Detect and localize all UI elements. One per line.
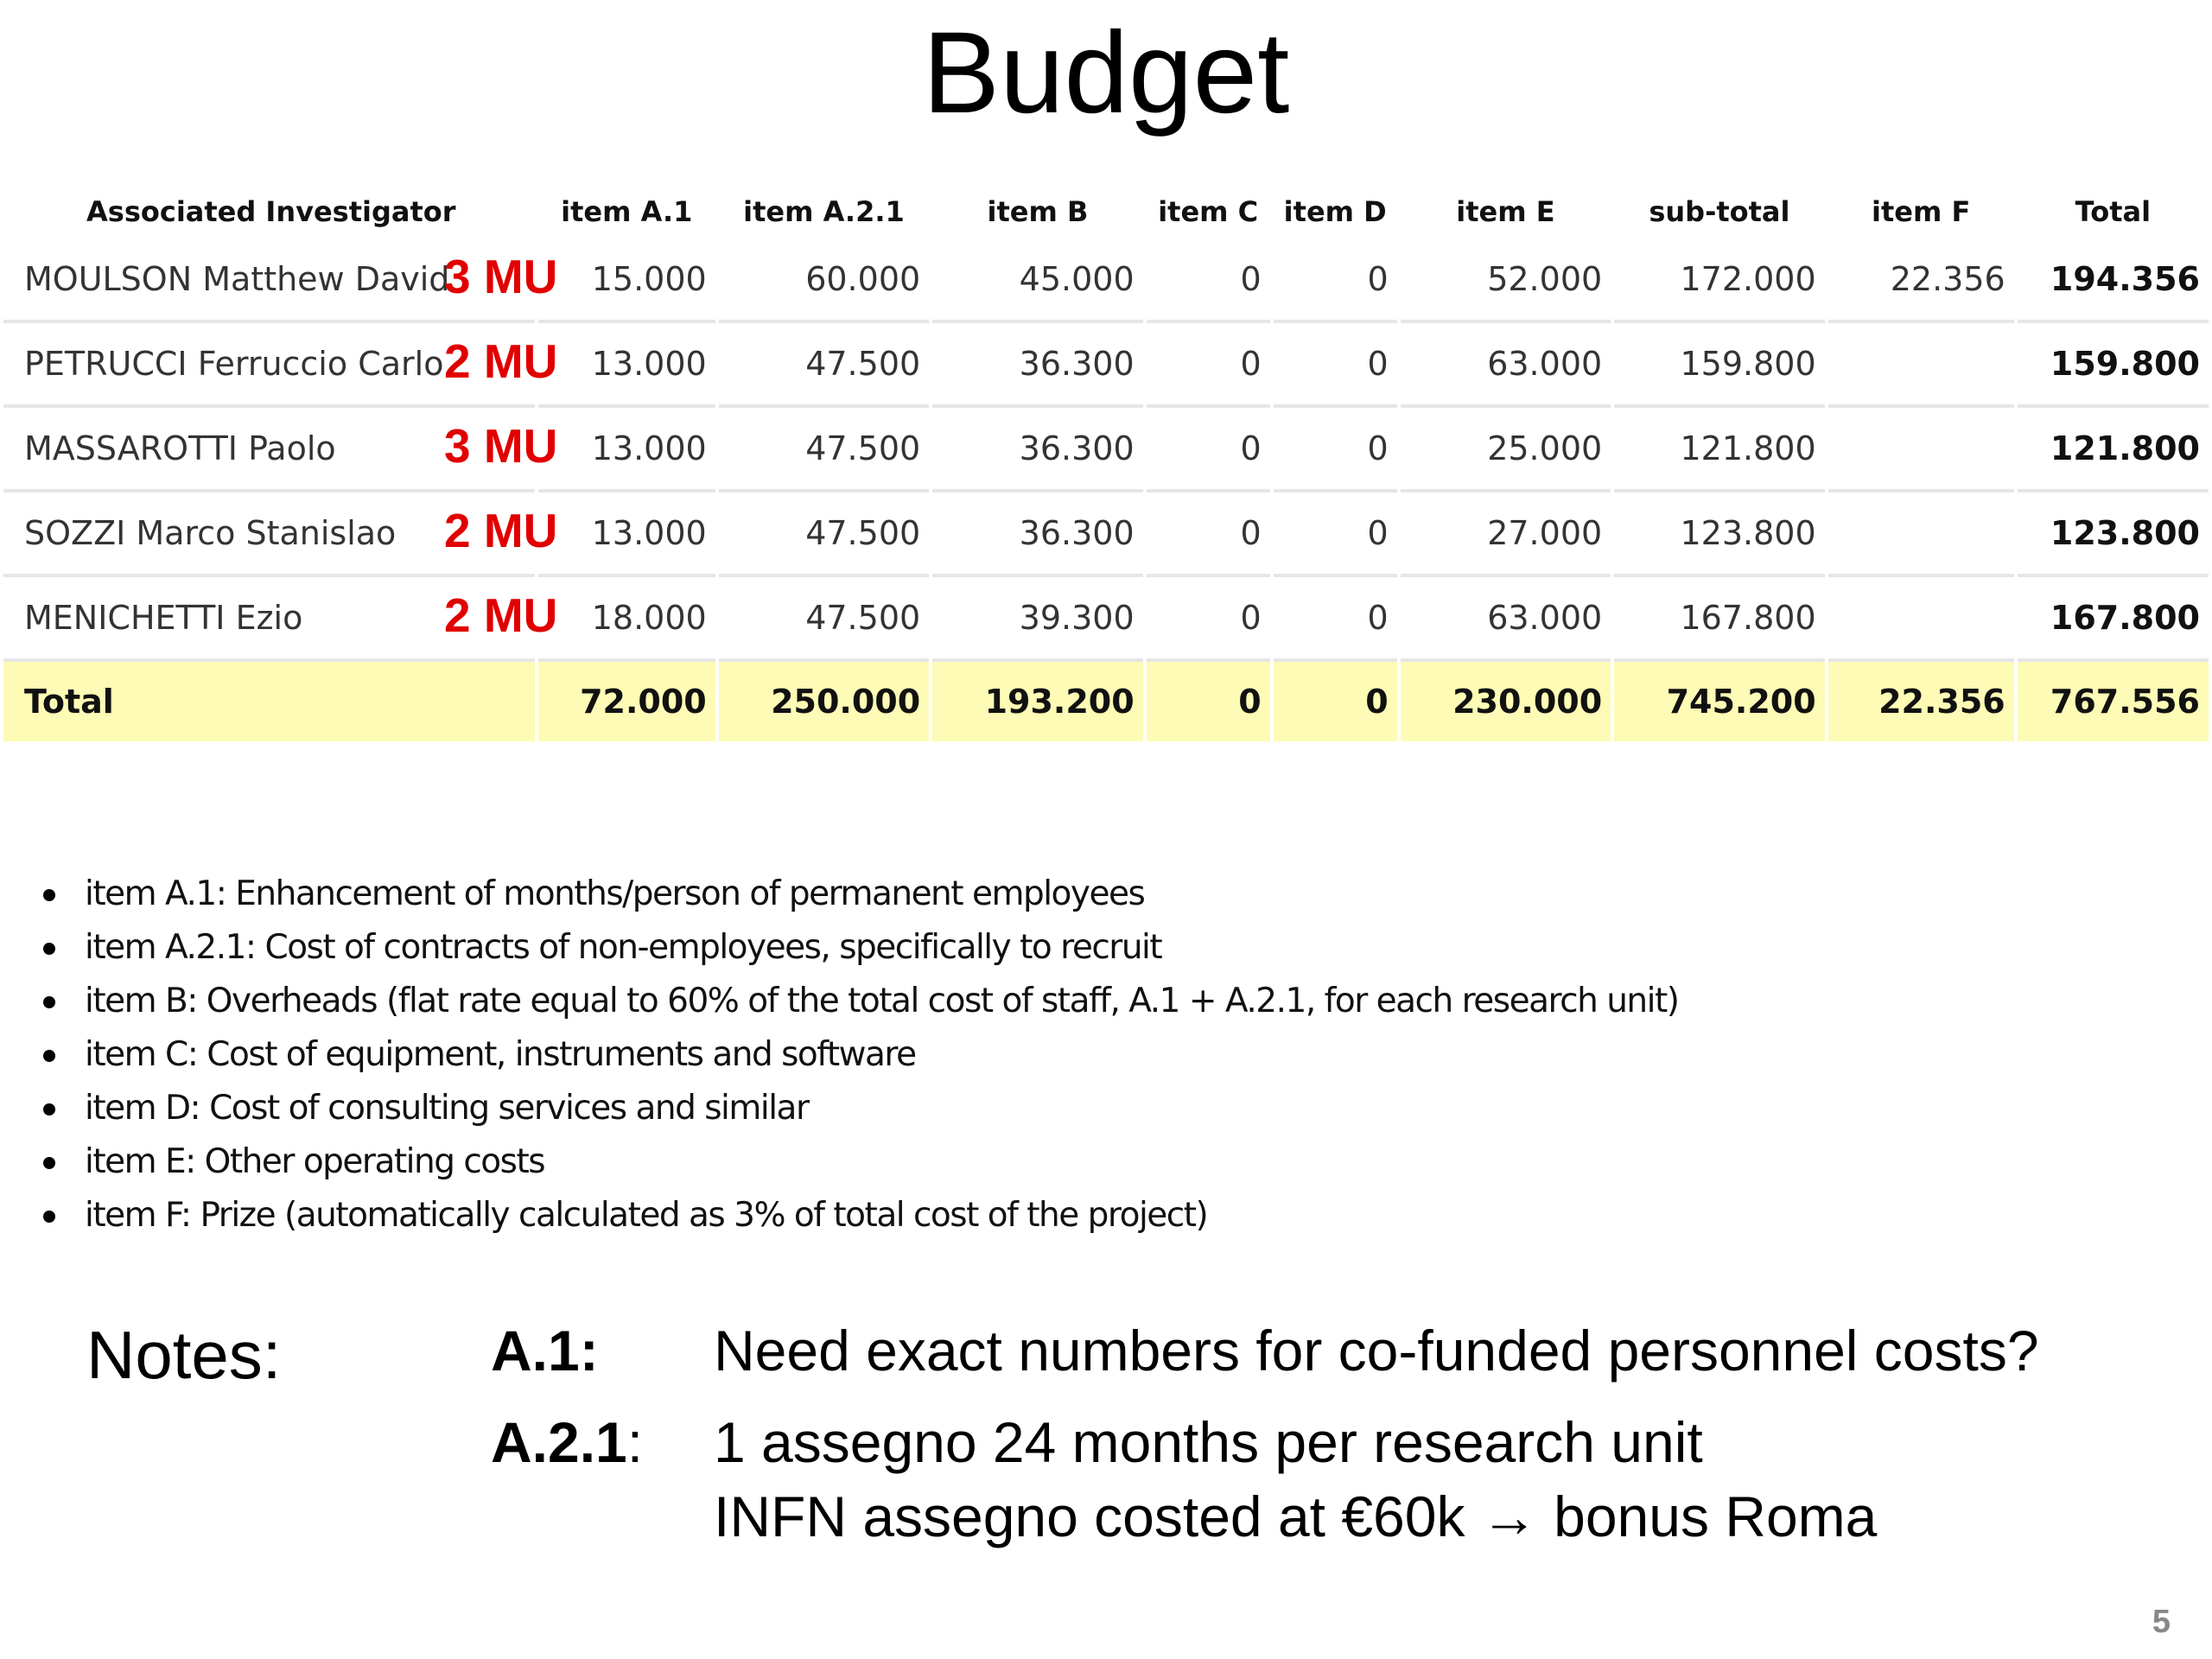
cell-f xyxy=(1828,323,2014,408)
page-title: Budget xyxy=(922,9,1290,137)
notes-label: Notes: xyxy=(86,1317,282,1393)
note-a21-key-wrap xyxy=(491,1405,643,1479)
grand-total: 767.556 xyxy=(2018,662,2209,741)
total-a1: 72.000 xyxy=(538,662,715,741)
investigator-cell xyxy=(3,323,558,408)
cell-total: 121.800 xyxy=(2018,408,2209,493)
cell-f xyxy=(1828,577,2014,662)
cell-a21: 47.500 xyxy=(719,577,929,662)
cell-d: 0 xyxy=(1274,323,1397,408)
investigator-name: PETRUCCI Ferruccio Carlo xyxy=(24,345,444,383)
total-d: 0 xyxy=(1274,662,1397,741)
cell-a1: 18.000 xyxy=(538,577,715,662)
cell-total: 167.800 xyxy=(2018,577,2209,662)
cell-d: 0 xyxy=(1274,238,1397,323)
total-b: 193.200 xyxy=(932,662,1142,741)
investigator-cell xyxy=(3,577,558,662)
cell-a21: 47.500 xyxy=(719,493,929,577)
cell-f xyxy=(1828,408,2014,493)
investigator-name: MOULSON Matthew David xyxy=(24,260,450,298)
header-associated-investigator: Associated Investigator xyxy=(86,195,456,228)
table-row xyxy=(3,408,2209,493)
total-subtotal: 745.200 xyxy=(1614,662,1824,741)
cell-total: 159.800 xyxy=(2018,323,2209,408)
page-number: 5 xyxy=(2152,1604,2171,1640)
cell-e: 63.000 xyxy=(1401,323,1611,408)
header-item-c: item C xyxy=(1158,195,1259,228)
cell-e: 25.000 xyxy=(1401,408,1611,493)
total-a21: 250.000 xyxy=(719,662,929,741)
cell-f xyxy=(1828,493,2014,577)
total-e: 230.000 xyxy=(1401,662,1611,741)
cell-b: 36.300 xyxy=(932,323,1142,408)
definition-item-a1: item A.1: Enhancement of months/person of permanent employees xyxy=(43,868,1679,921)
cell-subtotal: 123.800 xyxy=(1614,493,1824,577)
note-a1-key: A.1: xyxy=(491,1319,599,1382)
definition-item-b: item B: Overheads (flat rate equal to 60% of the total cost of staff, A.1 + A.2.1, for each research unit) xyxy=(43,975,1679,1028)
mu-badge: 2 MU xyxy=(444,334,558,388)
cell-a1: 15.000 xyxy=(538,238,715,323)
investigator-name: MENICHETTI Ezio xyxy=(24,599,303,637)
note-a21-colon: : xyxy=(626,1410,644,1474)
cell-c: 0 xyxy=(1147,493,1270,577)
cell-e: 52.000 xyxy=(1401,238,1611,323)
cell-c: 0 xyxy=(1147,577,1270,662)
cell-c: 0 xyxy=(1147,408,1270,493)
totals-row xyxy=(3,662,2209,741)
cell-subtotal: 172.000 xyxy=(1614,238,1824,323)
cell-b: 36.300 xyxy=(932,408,1142,493)
cell-e: 63.000 xyxy=(1401,577,1611,662)
investigator-name: SOZZI Marco Stanislao xyxy=(24,514,397,552)
mu-badge: 2 MU xyxy=(444,503,558,557)
total-f: 22.356 xyxy=(1828,662,2014,741)
header-item-d: item D xyxy=(1283,195,1387,228)
cell-subtotal: 121.800 xyxy=(1614,408,1824,493)
cell-e: 27.000 xyxy=(1401,493,1611,577)
header-item-b: item B xyxy=(987,195,1089,228)
investigator-cell xyxy=(3,238,558,323)
cell-c: 0 xyxy=(1147,323,1270,408)
note-a21-line2: INFN assegno costed at €60k → bonus Roma xyxy=(714,1484,1878,1548)
totals-label: Total xyxy=(3,662,535,741)
investigator-name: MASSAROTTI Paolo xyxy=(24,429,336,467)
cell-a21: 60.000 xyxy=(719,238,929,323)
definition-item-a21: item A.2.1: Cost of contracts of non-employees, specifically to recruit xyxy=(43,921,1679,975)
note-a21-key: A.2.1 xyxy=(491,1410,627,1474)
header-item-f: item F xyxy=(1872,195,1971,228)
cell-subtotal: 167.800 xyxy=(1614,577,1824,662)
investigator-cell xyxy=(3,408,558,493)
header-total: Total xyxy=(2075,195,2152,228)
header-sub-total: sub-total xyxy=(1649,195,1790,228)
cell-d: 0 xyxy=(1274,493,1397,577)
cell-d: 0 xyxy=(1274,408,1397,493)
table-row xyxy=(3,577,2209,662)
header-item-a21: item A.2.1 xyxy=(743,195,905,228)
cell-a1: 13.000 xyxy=(538,408,715,493)
cell-c: 0 xyxy=(1147,238,1270,323)
cell-d: 0 xyxy=(1274,577,1397,662)
cell-total: 194.356 xyxy=(2018,238,2209,323)
cell-b: 45.000 xyxy=(932,238,1142,323)
cell-a21: 47.500 xyxy=(719,408,929,493)
table-row xyxy=(3,493,2209,577)
table-row xyxy=(3,238,2209,323)
cell-a21: 47.500 xyxy=(719,323,929,408)
definition-item-c: item C: Cost of equipment, instruments and software xyxy=(43,1028,1679,1082)
investigator-cell xyxy=(3,493,558,577)
mu-badge: 2 MU xyxy=(444,588,558,642)
definition-item-d: item D: Cost of consulting services and similar xyxy=(43,1082,1679,1135)
total-c: 0 xyxy=(1147,662,1270,741)
cell-total: 123.800 xyxy=(2018,493,2209,577)
definition-item-f: item F: Prize (automatically calculated as 3% of total cost of the project) xyxy=(43,1189,1679,1243)
mu-badge: 3 MU xyxy=(444,418,558,473)
mu-badge: 3 MU xyxy=(444,249,558,303)
cell-f: 22.356 xyxy=(1828,238,2014,323)
item-definitions-list xyxy=(43,868,1679,1243)
cell-b: 39.300 xyxy=(932,577,1142,662)
note-a1-text: Need exact numbers for co-funded personnel costs? xyxy=(714,1319,2039,1382)
note-a21-line1: 1 assegno 24 months per research unit xyxy=(714,1410,1703,1474)
table-header-row xyxy=(3,185,2209,238)
header-item-a1: item A.1 xyxy=(561,195,693,228)
cell-b: 36.300 xyxy=(932,493,1142,577)
definition-item-e: item E: Other operating costs xyxy=(43,1135,1679,1189)
table-row xyxy=(3,323,2209,408)
cell-subtotal: 159.800 xyxy=(1614,323,1824,408)
budget-table xyxy=(0,185,2212,741)
header-item-e: item E xyxy=(1456,195,1555,228)
cell-a1: 13.000 xyxy=(538,323,715,408)
cell-a1: 13.000 xyxy=(538,493,715,577)
